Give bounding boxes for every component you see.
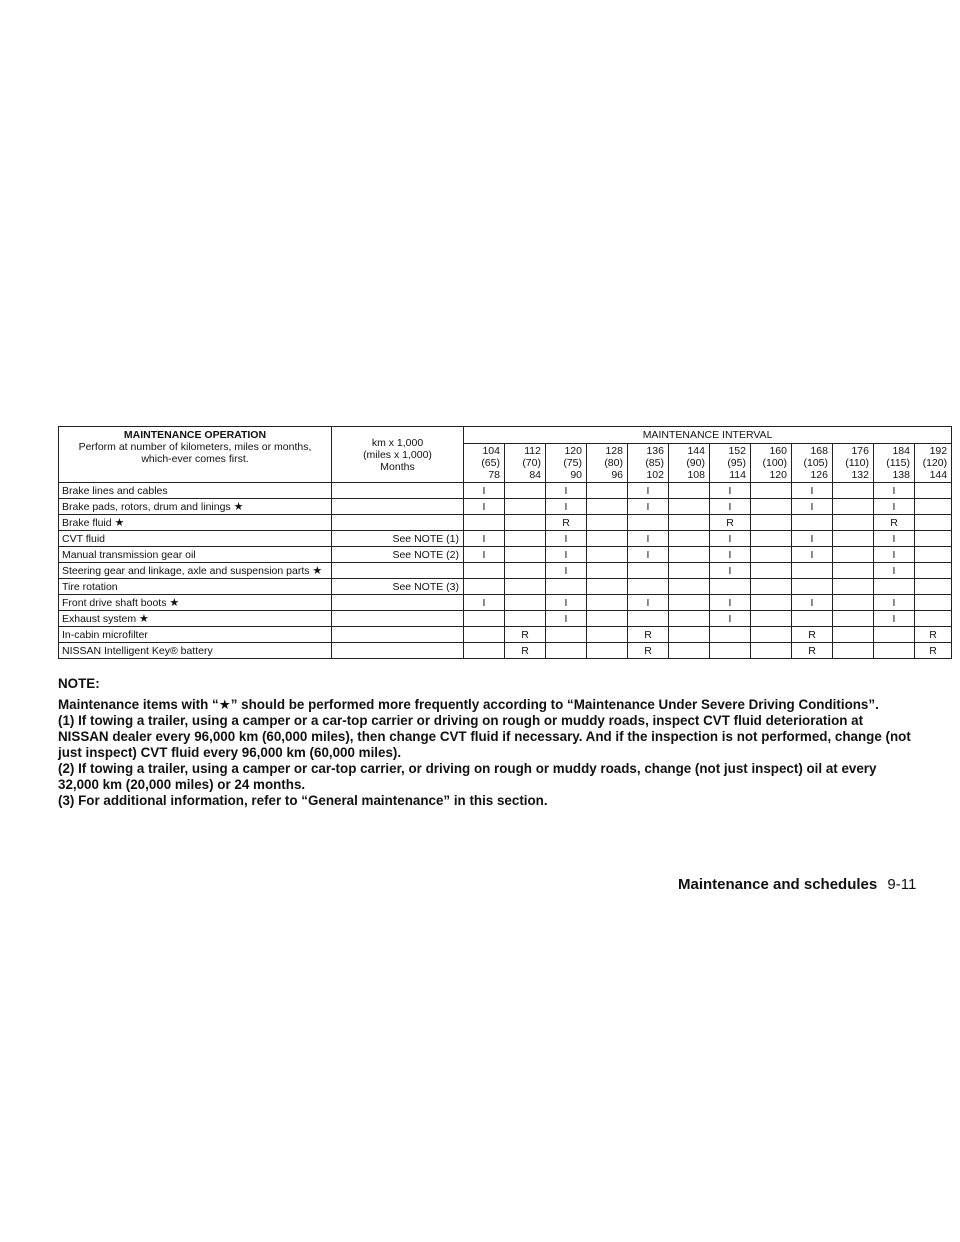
interval-mark-cell (833, 499, 874, 515)
interval-mark-cell: I (792, 595, 833, 611)
interval-mark-cell: I (546, 483, 587, 499)
interval-mark-cell (587, 579, 628, 595)
interval-mark-cell: I (874, 611, 915, 627)
note-ref-cell (332, 563, 464, 579)
interval-mark-cell: I (874, 563, 915, 579)
interval-mark-cell: I (792, 499, 833, 515)
interval-mark-cell: I (874, 483, 915, 499)
interval-mark-cell: I (792, 547, 833, 563)
interval-mark-cell: I (464, 547, 505, 563)
interval-mark-cell (587, 627, 628, 643)
interval-mark-cell (915, 547, 952, 563)
interval-mark-cell: I (792, 483, 833, 499)
severe-star-icon: ★ (114, 516, 125, 529)
interval-col-5 (669, 444, 710, 483)
footer-section-title: Maintenance and schedules (678, 876, 878, 893)
interval-mark-cell: I (628, 499, 669, 515)
notes-section (58, 676, 914, 809)
interval-mark-cell (587, 611, 628, 627)
interval-mark-cell: R (505, 627, 546, 643)
item-label: Exhaust system (62, 612, 137, 625)
interval-mark-cell (751, 595, 792, 611)
interval-mark-cell: I (628, 531, 669, 547)
interval-mark-cell (710, 627, 751, 643)
interval-months: 120 (769, 469, 787, 481)
note-2: (2) If towing a trailer, using a camper or car-top carrier, or driving on rough or muddy roads, change (not just inspect) oil at every 32,000 km (20,000 miles) or 24 months. (58, 761, 877, 792)
interval-mark-cell: I (546, 547, 587, 563)
interval-mark-cell: I (710, 483, 751, 499)
interval-km: 192 (929, 445, 948, 457)
interval-mark-cell: I (874, 547, 915, 563)
units-months: Months (380, 460, 415, 473)
operation-description: Perform at number of kilometers, miles or months, which-ever comes first. (78, 441, 312, 465)
interval-mark-cell (587, 499, 628, 515)
interval-mark-cell: I (710, 531, 751, 547)
interval-mark-cell: I (710, 547, 751, 563)
interval-km: 136 (646, 445, 664, 457)
interval-col-7 (751, 444, 792, 483)
interval-mark-cell (751, 483, 792, 499)
interval-miles: (65) (481, 457, 500, 469)
interval-mark-cell (669, 499, 710, 515)
interval-col-9 (833, 444, 874, 483)
interval-col-8 (792, 444, 833, 483)
interval-mark-cell (751, 515, 792, 531)
table-row (59, 579, 952, 595)
interval-months: 84 (529, 469, 541, 481)
interval-mark-cell (915, 483, 952, 499)
interval-months: 132 (851, 469, 869, 481)
note-ref-cell (332, 643, 464, 659)
interval-km: 168 (810, 445, 828, 457)
header-row (59, 427, 952, 444)
interval-mark-cell (751, 643, 792, 659)
interval-mark-cell (915, 515, 952, 531)
item-cell (59, 483, 332, 499)
interval-km: 112 (524, 445, 541, 457)
note-ref-cell: See NOTE (2) (332, 547, 464, 563)
interval-mark-cell: I (546, 531, 587, 547)
item-cell (59, 531, 332, 547)
note-1: (1) If towing a trailer, using a camper or a car-top carrier or driving on rough or muddy roads, inspect CVT fluid deterioration at NISSAN dealer every 96,000 km (60,000 miles), then change CVT fluid if necessary. And if the inspection is not performed, change (not just inspect) CVT fluid every 96,000 km (60,000 miles). (58, 713, 911, 760)
interval-miles: (110) (845, 457, 869, 469)
note-ref-cell (332, 483, 464, 499)
units-km: km x 1,000 (371, 436, 424, 449)
interval-mark-cell (546, 627, 587, 643)
interval-mark-cell (505, 563, 546, 579)
interval-miles: (100) (762, 457, 787, 469)
interval-mark-cell (505, 499, 546, 515)
item-cell (59, 627, 332, 643)
interval-miles: (70) (522, 457, 541, 469)
interval-mark-cell (751, 531, 792, 547)
note-star: Maintenance items with “★” should be performed more frequently according to “Maintenance Under Severe Driving Conditions”. (58, 697, 879, 712)
interval-mark-cell: R (792, 627, 833, 643)
item-cell (59, 611, 332, 627)
interval-mark-cell (669, 483, 710, 499)
interval-miles: (120) (922, 457, 948, 469)
interval-mark-cell (505, 515, 546, 531)
item-label: NISSAN Intelligent Key® battery (62, 644, 213, 657)
interval-mark-cell (669, 515, 710, 531)
table-row (59, 531, 952, 547)
interval-mark-cell (915, 563, 952, 579)
item-cell (59, 563, 332, 579)
table-row (59, 595, 952, 611)
maintenance-table (58, 426, 952, 659)
operation-title: MAINTENANCE OPERATION (123, 429, 267, 441)
interval-header: MAINTENANCE INTERVAL (464, 427, 952, 444)
interval-mark-cell: R (505, 643, 546, 659)
interval-mark-cell (587, 563, 628, 579)
interval-mark-cell (669, 579, 710, 595)
interval-col-6 (710, 444, 751, 483)
interval-mark-cell (505, 483, 546, 499)
interval-months: 102 (646, 469, 664, 481)
operation-header (59, 427, 332, 483)
interval-mark-cell: I (874, 531, 915, 547)
interval-mark-cell (587, 547, 628, 563)
interval-km: 128 (605, 445, 623, 457)
interval-mark-cell (751, 547, 792, 563)
interval-mark-cell (505, 579, 546, 595)
interval-mark-cell (464, 643, 505, 659)
item-label: Manual transmission gear oil (62, 548, 196, 561)
interval-months: 138 (892, 469, 910, 481)
interval-mark-cell (792, 579, 833, 595)
interval-mark-cell (833, 643, 874, 659)
interval-mark-cell (464, 579, 505, 595)
table-row (59, 515, 952, 531)
interval-mark-cell: I (874, 499, 915, 515)
page-footer (678, 876, 916, 893)
interval-mark-cell (505, 547, 546, 563)
interval-mark-cell (464, 515, 505, 531)
item-cell (59, 643, 332, 659)
interval-mark-cell: I (546, 499, 587, 515)
interval-mark-cell (751, 499, 792, 515)
interval-mark-cell (669, 531, 710, 547)
interval-months: 90 (570, 469, 582, 481)
note-ref-cell (332, 595, 464, 611)
note-ref-cell (332, 611, 464, 627)
item-label: In-cabin microfilter (62, 628, 148, 641)
note-ref-cell (332, 515, 464, 531)
severe-star-icon: ★ (169, 596, 180, 609)
interval-mark-cell (710, 579, 751, 595)
interval-col-1 (505, 444, 546, 483)
interval-mark-cell (833, 515, 874, 531)
interval-mark-cell (915, 579, 952, 595)
interval-mark-cell: I (464, 531, 505, 547)
interval-mark-cell (833, 531, 874, 547)
interval-months: 126 (810, 469, 828, 481)
interval-mark-cell (546, 579, 587, 595)
item-cell (59, 515, 332, 531)
note-ref-cell: See NOTE (3) (332, 579, 464, 595)
interval-months: 78 (488, 469, 500, 481)
interval-months: 108 (687, 469, 705, 481)
table-row (59, 547, 952, 563)
interval-km: 152 (728, 445, 746, 457)
page-number: 9-11 (887, 876, 917, 893)
interval-km: 160 (769, 445, 787, 457)
item-label: CVT fluid (62, 532, 105, 545)
interval-mark-cell (915, 499, 952, 515)
notes-heading: NOTE: (58, 676, 100, 691)
item-label: Front drive shaft boots (62, 596, 167, 609)
interval-mark-cell: R (915, 627, 952, 643)
interval-mark-cell (833, 563, 874, 579)
interval-months: 96 (611, 469, 623, 481)
interval-mark-cell: R (546, 515, 587, 531)
interval-mark-cell (874, 643, 915, 659)
interval-mark-cell (628, 563, 669, 579)
interval-mark-cell: I (710, 563, 751, 579)
interval-mark-cell (874, 627, 915, 643)
item-label: Brake fluid (62, 516, 112, 529)
units-header (332, 427, 464, 483)
interval-col-2 (546, 444, 587, 483)
interval-mark-cell (833, 627, 874, 643)
interval-km: 144 (687, 445, 705, 457)
interval-miles: (95) (727, 457, 746, 469)
table-row (59, 499, 952, 515)
table-row (59, 563, 952, 579)
maintenance-rows (59, 483, 952, 659)
interval-mark-cell (669, 595, 710, 611)
interval-mark-cell: I (792, 531, 833, 547)
interval-col-0 (464, 444, 505, 483)
interval-mark-cell (464, 627, 505, 643)
interval-col-3 (587, 444, 628, 483)
item-cell (59, 499, 332, 515)
table-row (59, 483, 952, 499)
interval-months: 144 (929, 469, 948, 481)
interval-mark-cell (751, 579, 792, 595)
interval-col-4 (628, 444, 669, 483)
interval-mark-cell (587, 515, 628, 531)
interval-mark-cell (833, 579, 874, 595)
interval-mark-cell: I (546, 611, 587, 627)
interval-mark-cell: I (710, 595, 751, 611)
interval-mark-cell: I (546, 563, 587, 579)
interval-mark-cell (628, 611, 669, 627)
note-ref-cell (332, 627, 464, 643)
interval-mark-cell (915, 531, 952, 547)
interval-mark-cell (751, 563, 792, 579)
interval-mark-cell (792, 563, 833, 579)
interval-miles: (105) (803, 457, 828, 469)
interval-mark-cell: R (710, 515, 751, 531)
interval-mark-cell: I (710, 499, 751, 515)
severe-star-icon: ★ (312, 564, 323, 577)
interval-mark-cell (464, 611, 505, 627)
item-label: Brake lines and cables (62, 484, 168, 497)
interval-mark-cell: I (628, 547, 669, 563)
interval-mark-cell (587, 595, 628, 611)
interval-mark-cell (751, 611, 792, 627)
interval-mark-cell (915, 595, 952, 611)
interval-mark-cell: R (792, 643, 833, 659)
interval-km: 120 (564, 445, 582, 457)
interval-mark-cell (587, 483, 628, 499)
interval-mark-cell (669, 611, 710, 627)
interval-mark-cell: R (628, 643, 669, 659)
interval-mark-cell (505, 595, 546, 611)
note-3: (3) For additional information, refer to “General maintenance” in this section. (58, 793, 548, 808)
interval-col-11 (915, 444, 952, 483)
interval-mark-cell (710, 643, 751, 659)
interval-mark-cell: I (710, 611, 751, 627)
item-label: Brake pads, rotors, drum and linings (62, 500, 231, 513)
item-cell (59, 595, 332, 611)
interval-km: 104 (482, 445, 500, 457)
interval-mark-cell (874, 579, 915, 595)
interval-mark-cell: I (628, 595, 669, 611)
interval-mark-cell (546, 643, 587, 659)
note-ref-cell: See NOTE (1) (332, 531, 464, 547)
interval-mark-cell (833, 595, 874, 611)
interval-mark-cell (587, 531, 628, 547)
item-label: Steering gear and linkage, axle and suspension parts (62, 564, 310, 577)
interval-mark-cell: I (628, 483, 669, 499)
interval-mark-cell (628, 515, 669, 531)
interval-mark-cell: I (874, 595, 915, 611)
interval-mark-cell: I (464, 483, 505, 499)
interval-miles: (85) (645, 457, 664, 469)
note-ref-cell (332, 499, 464, 515)
interval-mark-cell: I (464, 499, 505, 515)
interval-mark-cell (505, 531, 546, 547)
interval-mark-cell (833, 611, 874, 627)
interval-months: 114 (729, 469, 746, 481)
interval-mark-cell (505, 611, 546, 627)
interval-mark-cell (628, 579, 669, 595)
interval-mark-cell (669, 627, 710, 643)
interval-miles: (80) (604, 457, 623, 469)
interval-mark-cell: R (915, 643, 952, 659)
item-cell (59, 579, 332, 595)
item-cell (59, 547, 332, 563)
item-label: Tire rotation (62, 580, 118, 593)
severe-star-icon: ★ (139, 612, 149, 625)
interval-mark-cell (833, 547, 874, 563)
interval-mark-cell (751, 627, 792, 643)
interval-mark-cell (669, 563, 710, 579)
interval-miles: (115) (886, 457, 910, 469)
interval-mark-cell (915, 611, 952, 627)
interval-km: 184 (892, 445, 910, 457)
interval-mark-cell (833, 483, 874, 499)
interval-mark-cell: I (464, 595, 505, 611)
table-row (59, 643, 952, 659)
table-row (59, 627, 952, 643)
interval-mark-cell (792, 611, 833, 627)
interval-miles: (90) (686, 457, 705, 469)
interval-mark-cell (669, 643, 710, 659)
interval-mark-cell (464, 563, 505, 579)
interval-col-10 (874, 444, 915, 483)
interval-miles: (75) (563, 457, 582, 469)
units-miles: (miles x 1,000) (363, 448, 432, 461)
severe-star-icon: ★ (233, 500, 244, 513)
interval-km: 176 (851, 445, 869, 457)
interval-mark-cell: R (628, 627, 669, 643)
interval-mark-cell: I (546, 595, 587, 611)
interval-mark-cell (587, 643, 628, 659)
interval-mark-cell (669, 547, 710, 563)
interval-mark-cell: R (874, 515, 915, 531)
interval-mark-cell (792, 515, 833, 531)
table-row (59, 611, 952, 627)
